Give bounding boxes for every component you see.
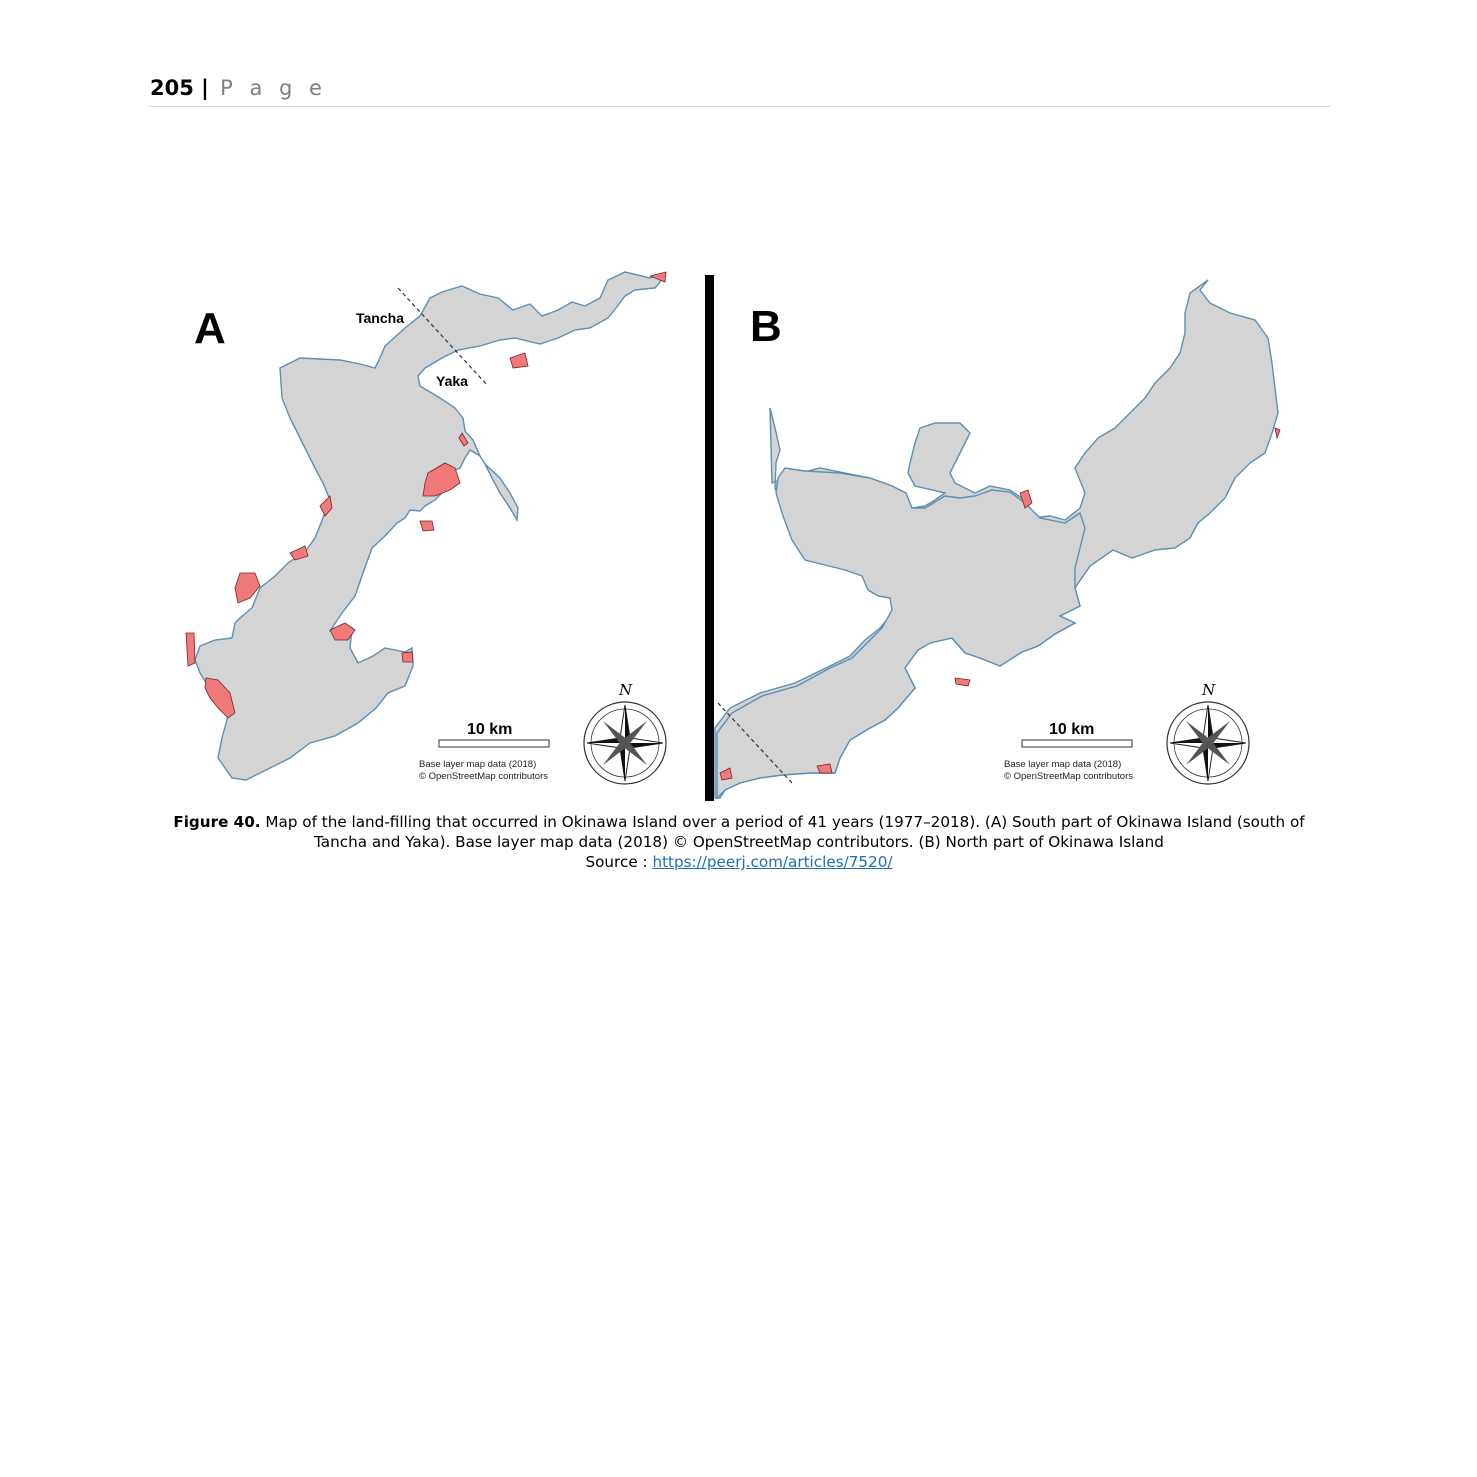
page-word: P a g e [220,76,327,100]
figure-caption [148,812,1330,872]
panel-b-attribution-line1: Base layer map data (2018) [1004,759,1122,770]
panel-b-scale-bar-rect [1022,740,1132,747]
panel-a-scale-bar [439,721,549,747]
panel-b-attribution-line2: © OpenStreetMap contributors [1004,771,1133,782]
panel-a-north-label: N [619,681,633,699]
figure-okinawa-map [180,268,1290,808]
panel-b-letter: B [750,302,782,351]
panel-a-attribution-line1: Base layer map data (2018) [419,759,537,770]
map-figure-svg [180,268,1290,808]
panel-b-scale-label: 10 km [1049,721,1095,738]
place-label-yaka: Yaka [436,373,468,389]
panel-divider [705,275,714,801]
figure-source-link[interactable]: https://peerj.com/articles/7520/ [652,853,893,871]
figure-caption-label: Figure 40. [173,813,261,831]
page-number: 205 [150,76,194,100]
place-label-tancha: Tancha [356,310,404,326]
panel-a-compass [584,681,666,784]
panel-a-scale-label: 10 km [467,721,513,738]
panel-a [186,272,666,784]
panel-a-scale-bar-rect [439,740,549,747]
panel-a-attribution-line2: © OpenStreetMap contributors [419,771,548,782]
panel-a-letter: A [194,304,226,353]
panel-b-island-west-lobe [717,468,1085,798]
panel-b-compass [1167,681,1249,784]
page-header [148,74,1330,107]
panel-b-scale-bar [1022,721,1132,747]
panel-b [715,280,1280,798]
figure-caption-text: Map of the land-filling that occurred in Okinawa Island over a period of 41 years (1977–2018). (A) South part of Okinawa Island (south of Tancha and Yaka). Base layer map data (2018) © OpenStreetMap contributors. (B) North part of Okinawa Island [260,813,1305,851]
page-separator: | [201,76,209,100]
panel-b-north-label: N [1202,681,1216,699]
page-number-line [150,76,327,100]
figure-source-prefix: Source : [585,853,653,871]
